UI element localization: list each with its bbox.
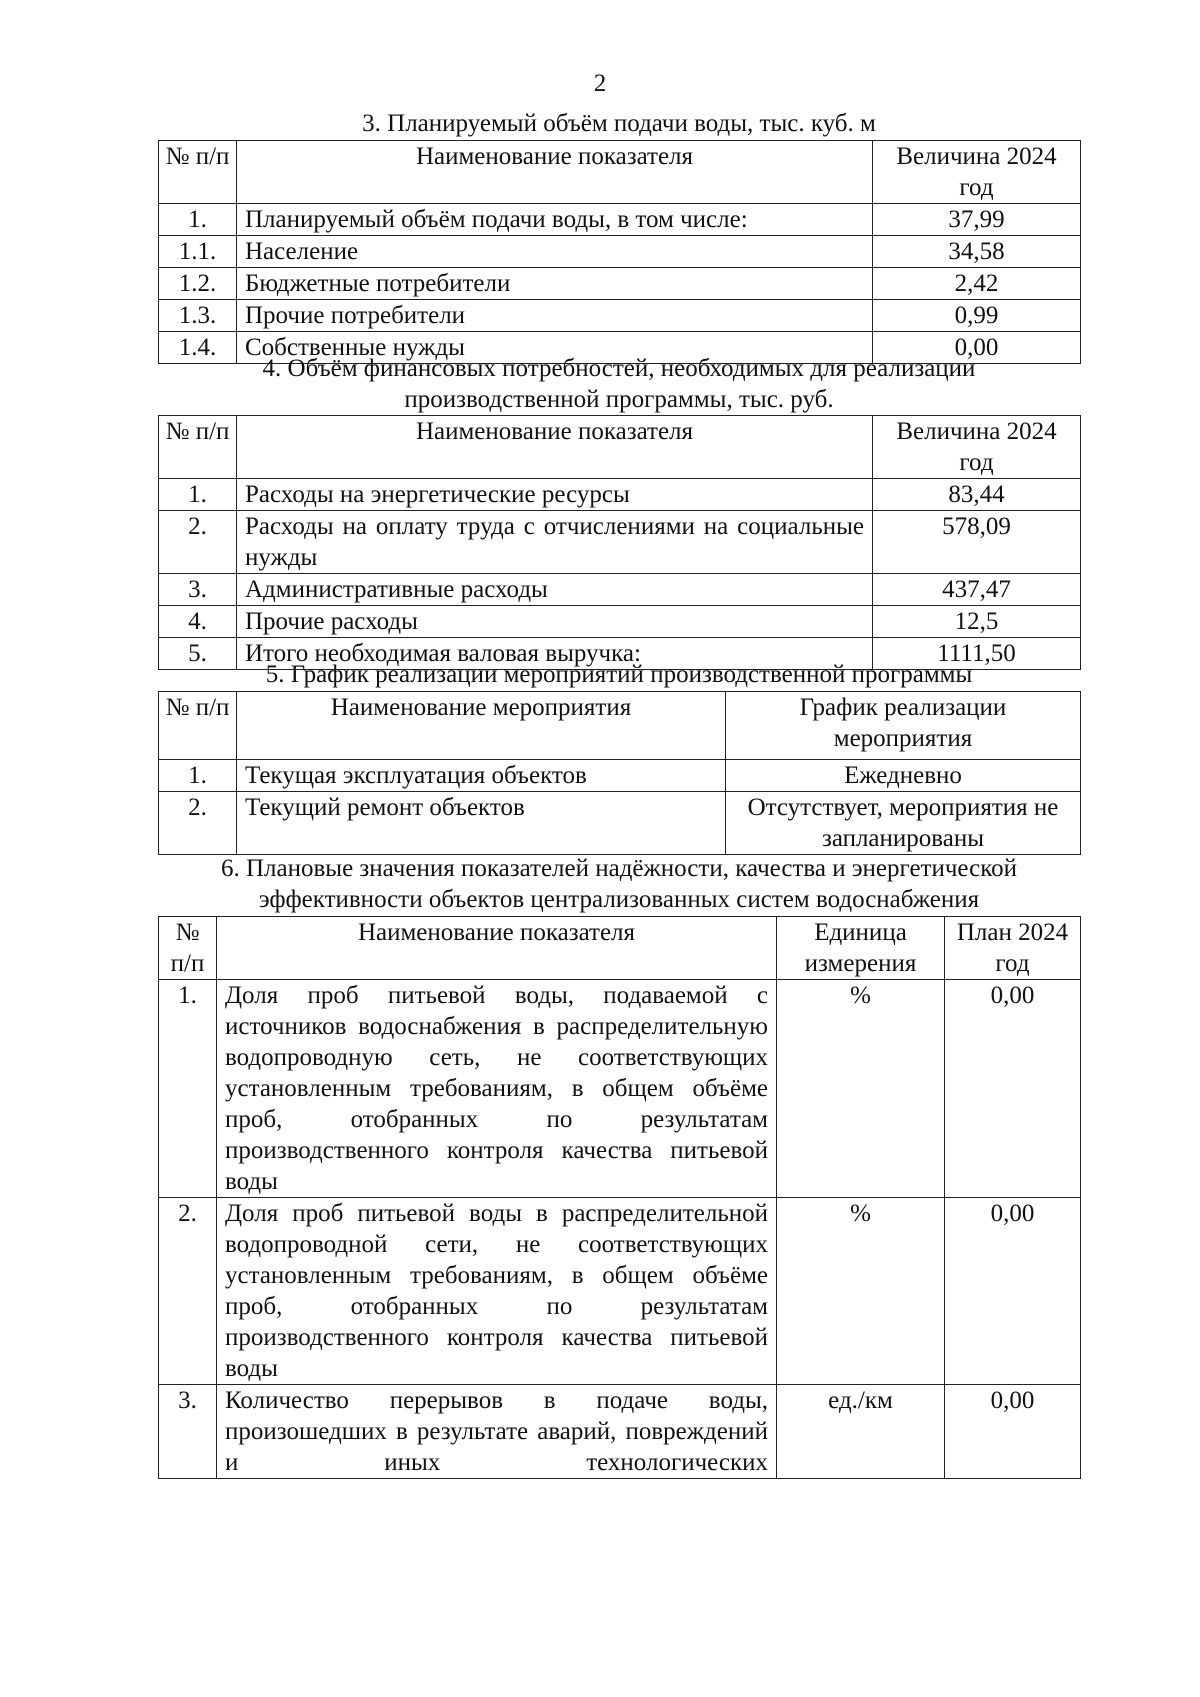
section-4-title-line-2: производственной программы, тыс. руб. — [404, 386, 834, 413]
schedule-table — [158, 691, 1081, 855]
row-name: Текущая эксплуатация объектов — [237, 760, 726, 792]
row-num: 1.3. — [159, 300, 237, 332]
section-6-title — [158, 853, 1080, 915]
row-name: Доля проб питьевой воды, подаваемой с источников водоснабжения в распределительную водопроводную сеть, не соответствующих установленным требованиям, в общем объёме проб, отобранных по результатам производственного контроля качества питьевой воды — [217, 980, 777, 1198]
section-4-title — [158, 353, 1080, 415]
row-name: Планируемый объём подачи воды, в том числе: — [237, 204, 873, 236]
row-unit: % — [777, 1198, 945, 1385]
row-num: 1. — [159, 760, 237, 792]
table-row — [159, 1198, 1081, 1385]
row-name: Расходы на оплату труда с отчислениями на социальные нужды — [237, 511, 873, 574]
header-value: Величина 2024 год — [873, 141, 1081, 204]
row-plan: 0,00 — [945, 980, 1081, 1198]
row-name: Расходы на энергетические ресурсы — [237, 479, 873, 511]
row-name: Итого необходимая валовая выручка: — [237, 638, 873, 670]
row-num: 4. — [159, 606, 237, 638]
table-row — [159, 1385, 1081, 1479]
section-6-title-line-2: эффективности объектов централизованных систем водоснабжения — [258, 886, 980, 913]
section-4-title-line-1: 4. Объём финансовых потребностей, необходимых для реализации — [262, 355, 976, 382]
section-3-title: 3. Планируемый объём подачи воды, тыс. куб. м — [362, 110, 876, 137]
row-unit: ед./км — [777, 1385, 945, 1479]
row-num: 2. — [159, 1198, 217, 1385]
header-unit: Единица измерения — [777, 917, 945, 980]
table-row — [159, 511, 1081, 574]
row-name: Население — [237, 236, 873, 268]
table-row — [159, 479, 1081, 511]
row-name: Собственные нужды — [237, 332, 873, 364]
header-name: Наименование показателя — [237, 416, 873, 479]
row-value: 0,00 — [873, 332, 1081, 364]
header-value: Величина 2024 год — [873, 416, 1081, 479]
section-5-title: 5. График реализации мероприятий производственной программы — [265, 661, 973, 688]
row-num: 1. — [159, 479, 237, 511]
row-name: Текущий ремонт объектов — [237, 792, 726, 855]
row-num: 1. — [159, 980, 217, 1198]
table-header-row — [159, 416, 1081, 479]
supply-volume-table — [158, 140, 1081, 364]
row-unit: % — [777, 980, 945, 1198]
row-num: 1.2. — [159, 268, 237, 300]
row-value: 2,42 — [873, 268, 1081, 300]
header-name: Наименование показателя — [217, 917, 777, 980]
row-num: 3. — [159, 1385, 217, 1479]
row-name: Количество перерывов в подаче воды, произошедших в результате аварий, повреждений и иных технологических — [217, 1385, 777, 1479]
page-number: 2 — [593, 70, 607, 97]
row-schedule: Отсутствует, мероприятия не запланированы — [726, 792, 1081, 855]
row-name: Бюджетные потребители — [237, 268, 873, 300]
table-row — [159, 204, 1081, 236]
row-num: 2. — [159, 792, 237, 855]
header-name: Наименование показателя — [237, 141, 873, 204]
table-header-row — [159, 141, 1081, 204]
table-row — [159, 268, 1081, 300]
row-num: 5. — [159, 638, 237, 670]
row-value: 34,58 — [873, 236, 1081, 268]
header-plan: План 2024 год — [945, 917, 1081, 980]
header-num: № п/п — [159, 692, 237, 760]
row-name: Доля проб питьевой воды в распределительной водопроводной сети, не соответствующих установленным требованиям, в общем объёме проб, отобранных по результатам производственного контроля качества питьевой воды — [217, 1198, 777, 1385]
row-name: Прочие расходы — [237, 606, 873, 638]
row-num: 1.4. — [159, 332, 237, 364]
reliability-indicators-table — [158, 916, 1081, 1479]
header-num: № п/п — [159, 416, 237, 479]
row-schedule: Ежедневно — [726, 760, 1081, 792]
row-num: 1. — [159, 204, 237, 236]
table-row — [159, 606, 1081, 638]
header-num: № п/п — [159, 141, 237, 204]
header-num: № п/п — [159, 917, 217, 980]
row-name: Прочие потребители — [237, 300, 873, 332]
table-row — [159, 236, 1081, 268]
table-row — [159, 574, 1081, 606]
row-value: 83,44 — [873, 479, 1081, 511]
table-row — [159, 980, 1081, 1198]
row-value: 437,47 — [873, 574, 1081, 606]
row-value: 37,99 — [873, 204, 1081, 236]
table-row — [159, 760, 1081, 792]
row-plan: 0,00 — [945, 1385, 1081, 1479]
table-row — [159, 792, 1081, 855]
row-value: 12,5 — [873, 606, 1081, 638]
row-value: 1111,50 — [873, 638, 1081, 670]
row-plan: 0,00 — [945, 1198, 1081, 1385]
table-header-row — [159, 692, 1081, 760]
header-schedule: График реализации мероприятия — [726, 692, 1081, 760]
header-name: Наименование мероприятия — [237, 692, 726, 760]
table-header-row — [159, 917, 1081, 980]
row-num: 3. — [159, 574, 237, 606]
row-value: 0,99 — [873, 300, 1081, 332]
row-value: 578,09 — [873, 511, 1081, 574]
row-num: 1.1. — [159, 236, 237, 268]
financial-needs-table — [158, 415, 1081, 670]
section-6-title-line-1: 6. Плановые значения показателей надёжности, качества и энергетической — [220, 855, 1018, 882]
table-row — [159, 300, 1081, 332]
row-num: 2. — [159, 511, 237, 574]
row-name: Административные расходы — [237, 574, 873, 606]
